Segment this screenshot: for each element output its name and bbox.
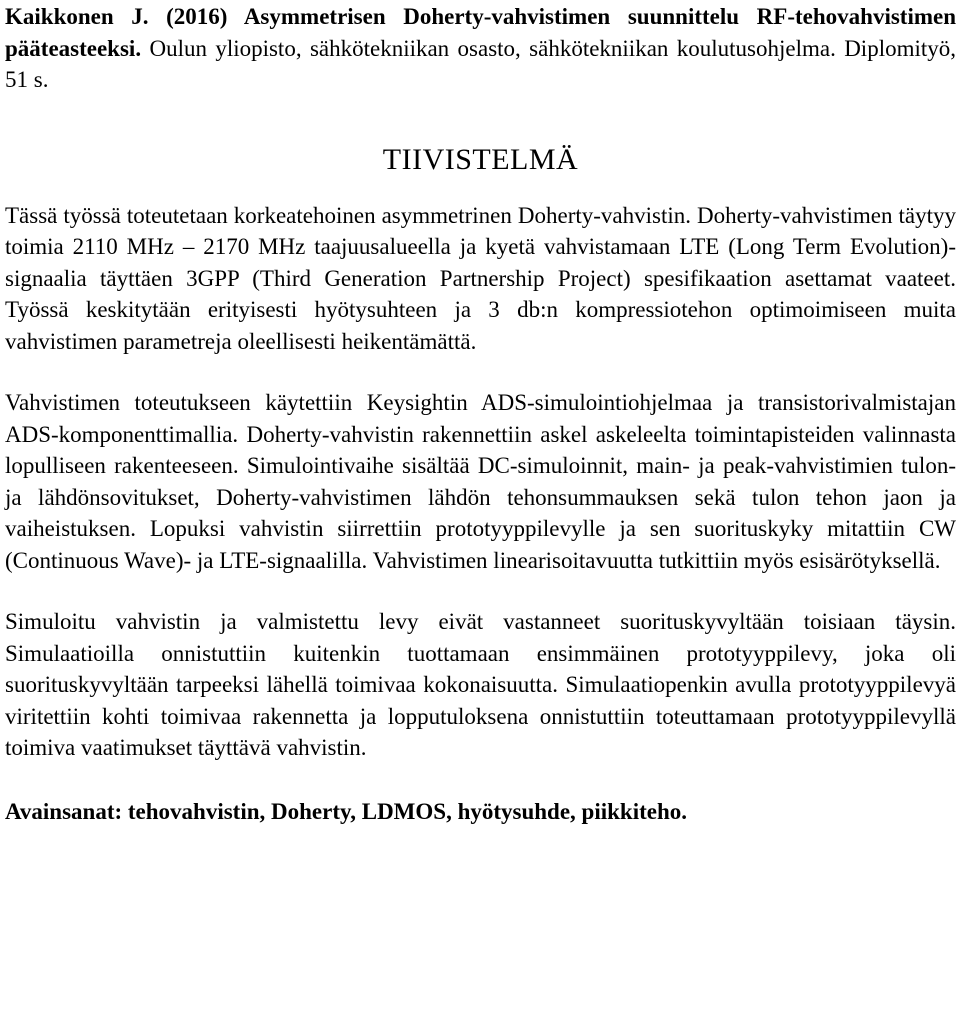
citation-normal: Oulun yliopisto, sähkötekniikan osasto, sähkötekniikan koulutusohjelma. Diplomityö, 51 s. [5, 35, 957, 92]
citation-bold: Kaikkonen J. (2016) Asymmetrisen Doherty-vahvistimen suunnittelu RF-tehovahvistimen pääteasteeksi. [5, 4, 956, 61]
abstract-paragraph-1: Tässä työssä toteutetaan korkeatehoinen asymmetrinen Doherty-vahvistin. Doherty-vahvistimen täytyy toimia 2110 MHz – 2170 MHz taajuusalueella ja kyetä vahvistamaan LTE (Long Term Evolution)-signaalia täyttäen 3GPP (Third Generation Partnership Project) spesifikaation asettamat vaateet. Työssä keskitytään erityisesti hyötysuhteen ja 3 db:n kompressiotehon optimoimiseen muita vahvistimen parametreja oleellisesti heikentämättä. [5, 202, 956, 354]
citation [5, 0, 956, 96]
abstract-paragraph-2: Vahvistimen toteutukseen käytettiin Keysightin ADS-simulointiohjelmaa ja transistorivalmistajan ADS-komponenttimallia. Doherty-vahvistin rakennettiin askel askeleelta toimintapisteiden valinnasta lopulliseen rakenteeseen. Simulointivaihe sisältää DC-simuloinnit, main- ja peak-vahvistimien tulon- ja lähdönsovitukset, Doherty-vahvistimen lähdön tehonsummauksen sekä tulon tehon jaon ja vaiheistuksen. Lopuksi vahvistin siirrettiin prototyyppilevylle ja sen suorituskyky mitattiin CW (Continuous Wave)- ja LTE-signaalilla. Vahvistimen linearisoitavuutta tutkittiin myös esisärötyksellä. [5, 390, 956, 573]
abstract-paragraph-3: Simuloitu vahvistin ja valmistettu levy eivät vastanneet suorituskyvyltään toisiaan täysin. Simulaatioilla onnistuttiin kuitenkin tuottamaan ensimmäinen prototyyppilevy, joka oli suorituskyvyltään tarpeeksi lähellä toimivaa kokonaisuutta. Simulaatiopenkin avulla prototyyppilevyä viritettiin kohti toimivaa rakennetta ja lopputuloksena onnistuttiin toteuttamaan prototyyppilevyllä toimiva vaatimukset täyttävä vahvistin. [5, 609, 956, 760]
keywords: Avainsanat: tehovahvistin, Doherty, LDMOS, hyötysuhde, piikkiteho. [5, 798, 688, 824]
page-title: TIIVISTELMÄ [382, 142, 579, 176]
